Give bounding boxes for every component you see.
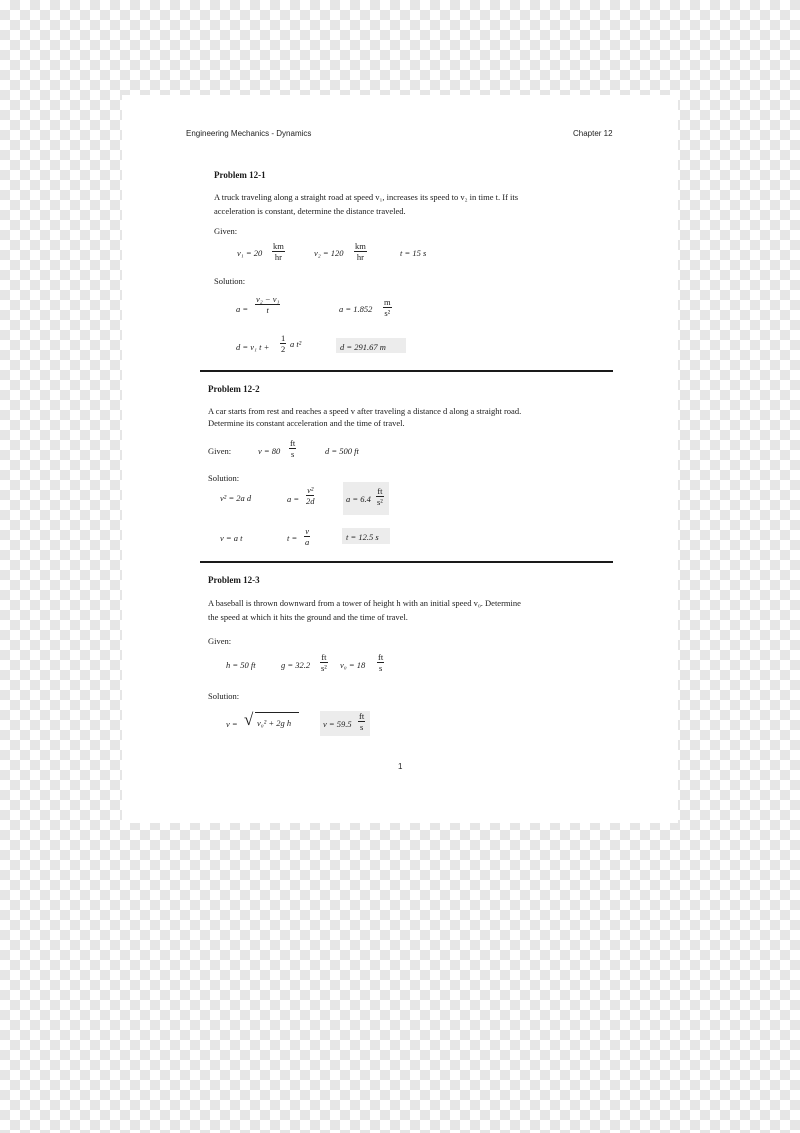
fraction — [377, 652, 384, 673]
denominator: hr — [274, 252, 282, 262]
equation: a = — [287, 494, 300, 504]
problem-title: Problem 12-3 — [208, 575, 260, 585]
equation-result: a = 1.852 — [339, 304, 373, 314]
problem-title: Problem 12-2 — [208, 384, 260, 394]
solution-label: Solution: — [208, 691, 240, 701]
fraction — [376, 486, 384, 507]
denominator: a — [305, 537, 310, 547]
equation-result: t = 12.5 s — [346, 532, 379, 542]
denominator: 2 — [281, 344, 286, 354]
problem-text: Determine its constant acceleration and the time of travel. — [208, 418, 405, 428]
problem-text: the speed at which it hits the ground and the time of travel. — [208, 612, 408, 622]
equation: v² = 2a d — [220, 493, 252, 503]
denominator: s — [378, 663, 383, 673]
equation: v = 80 — [258, 446, 281, 456]
numerator: km — [273, 241, 284, 251]
equation: v₁ = 20 — [237, 248, 263, 258]
document-page — [122, 95, 678, 823]
equation: v₀ = 18 — [340, 660, 366, 670]
equation: t = — [287, 533, 298, 543]
equation-result: a = 6.4 — [346, 494, 371, 504]
problem-text: A car starts from rest and reaches a speed v after traveling a distance d along a straight road. — [208, 406, 522, 416]
denominator: s² — [321, 663, 327, 673]
equation: v = a t — [220, 533, 243, 543]
denominator: s — [359, 722, 364, 732]
fraction — [383, 297, 392, 318]
solution-label: Solution: — [208, 473, 240, 483]
equation: v₀² + 2g h — [257, 718, 292, 728]
problem-text: acceleration is constant, determine the distance traveled. — [214, 206, 406, 216]
running-header-right: Chapter 12 — [573, 129, 613, 138]
equation: v = — [226, 719, 238, 729]
fraction — [272, 241, 285, 262]
problem-text: A baseball is thrown downward from a tower of height h with an initial speed v₀. Determine — [208, 598, 521, 608]
equation: d = 500 ft — [325, 446, 359, 456]
equation-result: d = 291.67 m — [340, 342, 386, 352]
problem-text: A truck traveling along a straight road at speed v₁, increases its speed to v₂ in time t. If its — [214, 192, 519, 202]
equation: g = 32.2 — [281, 660, 311, 670]
fraction — [289, 438, 296, 459]
numerator: m — [384, 297, 391, 307]
equation: h = 50 ft — [226, 660, 256, 670]
numerator: v² — [307, 485, 314, 495]
equation: v₂ = 120 — [314, 248, 344, 258]
section-divider — [200, 370, 613, 372]
numerator: ft — [321, 652, 327, 662]
fraction — [358, 711, 365, 732]
solution-label: Solution: — [214, 276, 246, 286]
numerator: ft — [378, 652, 384, 662]
numerator: v₂ − v₁ — [256, 294, 280, 304]
fraction — [320, 652, 328, 673]
equation-result: v = 59.5 — [323, 719, 352, 729]
section-divider — [200, 561, 613, 563]
problem-title: Problem 12-1 — [214, 170, 266, 180]
numerator: ft — [377, 486, 383, 496]
running-header-left: Engineering Mechanics - Dynamics — [186, 129, 312, 138]
numerator: v — [305, 526, 310, 536]
numerator: 1 — [281, 333, 286, 343]
denominator: t — [266, 305, 269, 315]
equation: a t² — [290, 339, 302, 349]
fraction — [305, 485, 316, 506]
numerator: ft — [290, 438, 296, 448]
square-root-bar — [255, 712, 299, 713]
equation: d = v₁ t + — [236, 342, 270, 352]
fraction — [280, 333, 286, 354]
numerator: km — [355, 241, 366, 251]
fraction — [354, 241, 367, 262]
fraction — [304, 526, 310, 547]
equation: a = — [236, 304, 249, 314]
denominator: s² — [377, 497, 383, 507]
numerator: ft — [359, 711, 365, 721]
given-label: Given: — [214, 226, 238, 236]
given-label: Given: — [208, 636, 232, 646]
page-number: 1 — [398, 762, 403, 771]
equation: t = 15 s — [400, 248, 427, 258]
square-root-sign: √ — [244, 710, 254, 729]
denominator: hr — [356, 252, 364, 262]
fraction — [255, 294, 280, 315]
denominator: 2d — [306, 496, 315, 506]
given-label: Given: — [208, 446, 232, 456]
denominator: s — [290, 449, 295, 459]
denominator: s² — [384, 308, 391, 318]
